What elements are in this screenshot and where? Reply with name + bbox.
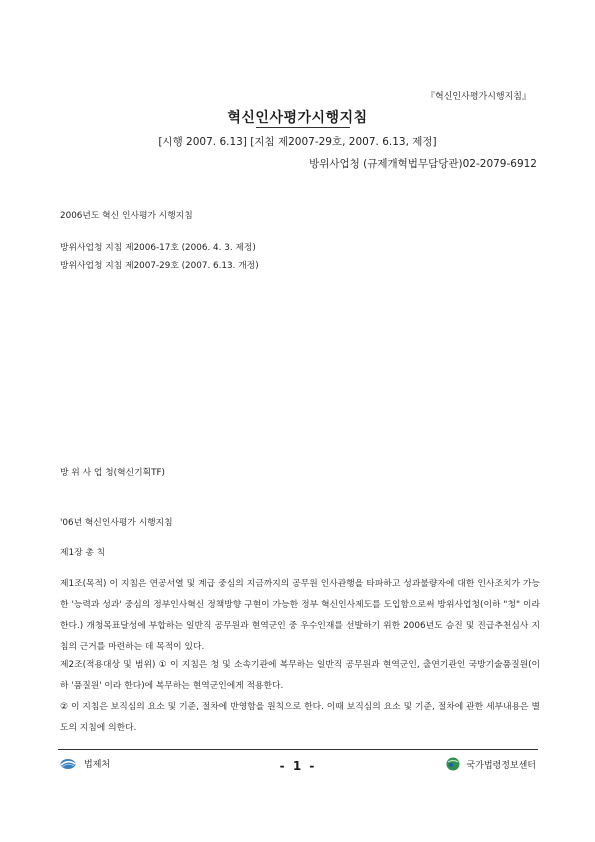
agency-contact: 방위사업청 (규제개혁법무담당관)02-2079-6912 <box>309 158 537 170</box>
document-tag: 『혁신인사평가시행지침』 <box>426 92 531 102</box>
title-underline <box>256 127 350 128</box>
document-title: '06년 혁신인사평가 시행지침 <box>60 518 173 528</box>
article-1: 제1조(목적) 이 지침은 연공서열 및 계급 중심의 지금까지의 공무원 인사관행을 타파하고 성과불량자에 대한 인사조치가 가능한 '능력과 성과' 중심의 정부인사혁신 정책방향 구현이 가능한 정부 혁신인사제도를 도입함으로써 방위사업청(이하 "청" 이라 한다.) 개청목표달성에 부합하는 일반직 공무원과 현역군인 중 우수인재를 선발하기 위한 2006년도 승진 및 진급추천심사 지침의 근거를 마련하는 데 목적이 있다. <box>60 579 540 652</box>
enforcement-info: [시행 2007. 6.13] [지침 제2007-29호, 2007. 6.13, 제정] <box>158 136 437 148</box>
section-heading: 2006년도 혁신 인사평가 시행지침 <box>60 211 193 221</box>
footer-left-label: 법제처 <box>84 760 111 770</box>
page-number: - 1 - <box>279 759 317 773</box>
footer-divider <box>58 749 538 750</box>
article-2-para-2: ② 이 지침은 보직심의 요소 및 기준, 절차에 반영함을 원칙으로 한다. 이때 보직심의 요소 및 기준, 절차에 관한 세부내용은 별도의 지침에 의한다. <box>60 702 540 733</box>
history-line-2: 방위사업청 지침 제2007-29호 (2007. 6.13. 개정) <box>60 261 259 271</box>
footer-right-label: 국가법령정보센터 <box>466 760 536 771</box>
page-title: 혁신인사평가시행지침 <box>227 110 368 126</box>
article-2-para-1: 제2조(적용대상 및 범위) ① 이 지침은 청 및 소속기관에 복무하는 일반직 공무원과 현역군인, 출연기관인 국방기술품질원(이하 '품질원' 이라 한다)에 복무하는 현역군인에게 적용한다. <box>60 660 540 691</box>
chapter-heading: 제1장 총 칙 <box>60 548 106 558</box>
footer-right <box>446 757 536 771</box>
issuer: 방 위 사 업 청(혁신기획TF) <box>60 468 165 478</box>
globe-logo-icon <box>446 757 460 771</box>
history-line-1: 방위사업청 지침 제2006-17호 (2006. 4. 3. 제정) <box>60 243 256 253</box>
page-footer <box>58 757 538 777</box>
